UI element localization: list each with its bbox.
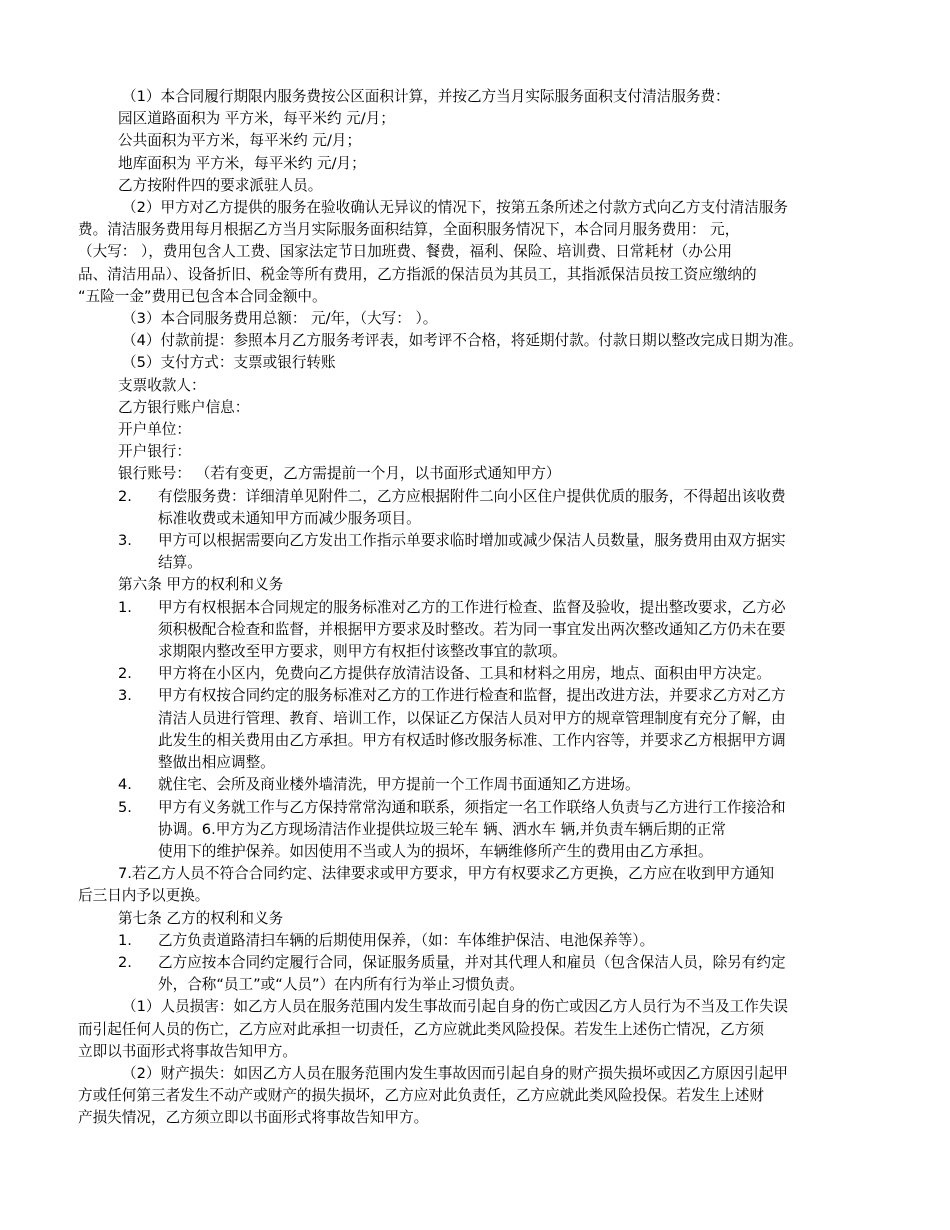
account-holder: 开户单位： [118, 421, 191, 439]
clause-payment-premise: （4）付款前提：参照本月乙方服务考评表，如考评不合格，将延期付款。付款日期以整改完成日期为准。 [122, 332, 803, 350]
road-area-line: 园区道路面积为 平方米，每平米约 元/月； [118, 110, 395, 128]
clause-personal-injury-line2: 而引起任何人员的伤亡，乙方应对此承担一切责任，乙方应就此类风险投保。若发生上述伤亡情况，乙方须 [78, 1020, 764, 1038]
list-number: 4. [118, 776, 132, 794]
list-item: 3. 甲方可以根据需要向乙方发出工作指示单要求临时增加或减少保洁人员数量，服务费用由双方据实 结算。 [78, 530, 878, 574]
article-7-heading: 第七条 乙方的权利和义务 [118, 909, 284, 927]
clause-monthly-fee-line4: 品、清洁用品）、设备折旧、税金等所有费用，乙方指派的保洁员为其员工，其指派保洁员按工资应缴纳的 [78, 265, 757, 283]
list-number: 2. [118, 953, 132, 971]
list-number: 2. [118, 665, 132, 683]
list-item: 5. 甲方有义务就工作与乙方保持常常沟通和联系，须指定一名工作联络人负责与乙方进行工作接洽和 协调。6.甲方为乙方现场清洁作业提供垃圾三轮车 辆、洒水车 辆,并负责车辆后期的正常 使用下的维护保养。如因使用不当或人为的损坏，车辆维修所产生的费用由乙方承担。 [78, 797, 878, 864]
clause-property-loss-line1: （2）财产损失：如因乙方人员在服务范围内发生事故因而引起自身的财产损失损坏或因乙方原因引起甲 [122, 1064, 789, 1082]
public-area-line: 公共面积为平方米，每平米约 元/月； [118, 132, 362, 150]
list-number: 2. [118, 487, 132, 505]
list-item: 1. 甲方有权根据本合同规定的服务标准对乙方的工作进行检查、监督及验收，提出整改要求，乙方必 须积极配合检查和监督，并根据甲方要求及时整改。若为同一事宜发出两次整改通知乙方仍未在要 求期限内整改至甲方要求，则甲方有权拒付该整改事宜的款项。 [78, 597, 878, 664]
clause-monthly-fee-line2: 费。清洁服务费用每月根据乙方当月实际服务面积结算，全面积服务情况下，本合同月服务费用： 元， [78, 221, 740, 239]
list-number: 1. [118, 598, 132, 616]
clause-monthly-fee-line3: （大写： ），费用包含人工费、国家法定节日加班费、餐费，福利、保险、培训费、日常耗材（办公用 [78, 243, 733, 261]
clause-property-loss-line3: 产损失情况，乙方须立即以书面形式将事故告知甲方。 [78, 1109, 429, 1127]
account-bank: 开户银行： [118, 443, 191, 461]
list-item: 4. 就住宅、会所及商业楼外墙清洗，甲方提前一个工作周书面通知乙方进场。 [78, 774, 878, 796]
list-item: 2. 有偿服务费：详细清单见附件二，乙方应根据附件二向小区住户提供优质的服务，不得超出该收费 标准收费或未通知甲方而减少服务项目。 [78, 486, 878, 530]
contract-page [78, 86, 878, 1130]
clause-property-loss-line2: 方或任何第三者发生不动产或财产的损失损坏，乙方应对此负责任，乙方应就此类风险投保。若发生上述财 [78, 1087, 764, 1105]
garage-area-line: 地库面积为 平方米，每平米约 元/月； [118, 154, 366, 172]
bank-info-heading: 乙方银行账户信息： [118, 398, 250, 416]
cheque-payee: 支票收款人： [118, 376, 206, 394]
clause-replace-staff-line1: 7.若乙方人员不符合合同约定、法律要求或甲方要求，甲方有权要求乙方更换，乙方应在收到甲方通知 [118, 865, 775, 883]
staffing-line: 乙方按附件四的要求派驻人员。 [118, 176, 323, 194]
clause-personal-injury-line1: （1）人员损害：如乙方人员在服务范围内发生事故而引起自身的伤亡或因乙方人员行为不当及工作失误 [122, 998, 789, 1016]
list-item: 1. 乙方负责道路清扫车辆的后期使用保养，（如：车体维护保洁、电池保养等）。 [78, 930, 878, 952]
clause-replace-staff-line2: 后三日内予以更换。 [78, 887, 210, 905]
list-item: 2. 乙方应按本合同约定履行合同，保证服务质量，并对其代理人和雇员（包含保洁人员，除另有约定 外，合称“员工”或“人员”）在内所有行为举止习惯负责。 [78, 952, 878, 996]
list-number: 1. [118, 931, 132, 949]
account-number: 银行账号： （若有变更，乙方需提前一个月，以书面形式通知甲方） [118, 465, 561, 483]
clause-monthly-fee-line5: “五险一金”费用已包含本合同金额中。 [78, 287, 327, 305]
clause-personal-injury-line3: 立即以书面形式将事故告知甲方。 [78, 1042, 297, 1060]
list-number: 3. [118, 687, 132, 705]
list-item: 3. 甲方有权按合同约定的服务标准对乙方的工作进行检查和监督，提出改进方法，并要求乙方对乙方 清洁人员进行管理、教育、培训工作，以保证乙方保洁人员对甲方的规章管理制度有充分了解，由 此发生的相关费用由乙方承担。甲方有权适时修改服务标准、工作内容等，并要求乙方根据甲方调 整做出相应调整。 [78, 685, 878, 774]
article-6-heading: 第六条 甲方的权利和义务 [118, 576, 284, 594]
list-number: 3. [118, 532, 132, 550]
clause-monthly-fee-line1: （2）甲方对乙方提供的服务在验收确认无异议的情况下，按第五条所述之付款方式向乙方支付清洁服务 [122, 199, 789, 217]
clause-total-fee: （3）本合同服务费用总额： 元/年，（大写： ）。 [122, 310, 438, 328]
list-number: 5. [118, 798, 132, 816]
clause-payment-method: （5）支付方式：支票或银行转账 [122, 354, 336, 372]
clause-fee-basis: （1）本合同履行期限内服务费按公区面积计算，并按乙方当月实际服务面积支付清洁服务费： [122, 88, 730, 105]
list-item: 2. 甲方将在小区内，免费向乙方提供存放清洁设备、工具和材料之用房，地点、面积由甲方决定。 [78, 663, 878, 685]
